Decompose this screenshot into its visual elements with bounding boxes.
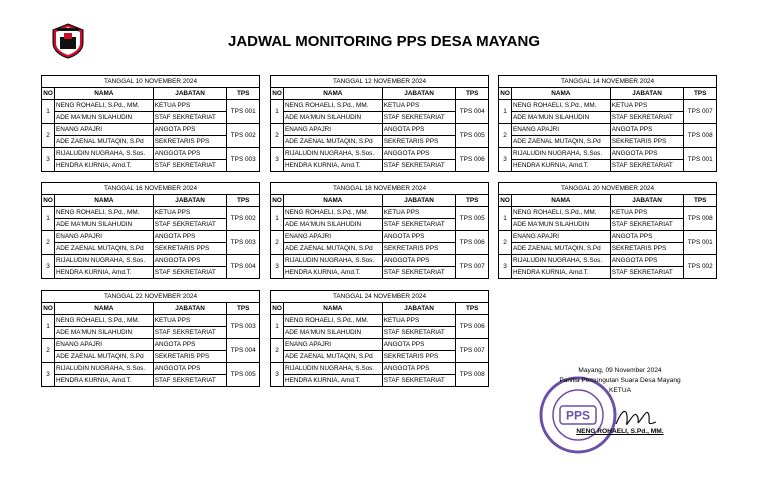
member-position: ANGGOTA PPS <box>382 148 456 160</box>
table-row <box>42 100 260 112</box>
member-position: STAF SEKRETARIAT <box>610 160 684 172</box>
row-number: 1 <box>271 315 284 339</box>
tps-code: TPS 003 <box>227 148 260 172</box>
table-row <box>499 231 717 243</box>
member-position: SEKRETARIS PPS <box>382 243 456 255</box>
table-row <box>271 327 489 339</box>
col-name-header: NAMA <box>55 303 154 315</box>
tps-code: TPS 007 <box>684 100 717 124</box>
tps-code: TPS 004 <box>227 339 260 363</box>
table-row <box>271 160 489 172</box>
member-position: SEKRETARIS PPS <box>382 136 456 148</box>
member-position: ANGGOTA PPS <box>382 363 456 375</box>
row-number: 1 <box>42 100 55 124</box>
member-position: KETUA PPS <box>382 207 456 219</box>
member-name: HENDRA KURNIA, Amd.T. <box>512 160 611 172</box>
member-name: HENDRA KURNIA, Amd.T. <box>284 160 383 172</box>
member-name: ENANG APAJRI <box>284 124 383 136</box>
table-row <box>499 243 717 255</box>
member-name: HENDRA KURNIA, Amd.T. <box>284 375 383 387</box>
tps-code: TPS 004 <box>227 255 260 279</box>
table-row <box>42 339 260 351</box>
member-position: ANGGOTA PPS <box>153 363 227 375</box>
member-position: STAF SEKRETARIAT <box>153 160 227 172</box>
col-position-header: JABATAN <box>153 195 227 207</box>
row-number: 2 <box>271 124 284 148</box>
col-tps-header: TPS <box>227 195 260 207</box>
member-position: STAF SEKRETARIAT <box>382 327 456 339</box>
member-position: SEKRETARIS PPS <box>153 136 227 148</box>
row-number: 3 <box>271 148 284 172</box>
table-row <box>271 136 489 148</box>
member-position: KETUA PPS <box>610 100 684 112</box>
tps-code: TPS 004 <box>456 100 489 124</box>
row-number: 3 <box>42 363 55 387</box>
table-row <box>42 375 260 387</box>
sign-place-date: Mayang, 09 November 2024 <box>578 367 662 374</box>
table-row <box>499 219 717 231</box>
member-position: SEKRETARIS PPS <box>610 243 684 255</box>
member-name: ENANG APAJRI <box>512 231 611 243</box>
member-position: ANGOTA PPS <box>382 124 456 136</box>
table-row <box>271 219 489 231</box>
table-row <box>499 112 717 124</box>
schedule-date: TANGGAL 10 NOVEMBER 2024 <box>42 76 260 88</box>
member-name: RIJALUDIN NUGRAHA, S.Sos. <box>55 255 154 267</box>
table-row <box>42 243 260 255</box>
member-position: ANGGOTA PPS <box>382 255 456 267</box>
member-name: ENANG APAJRI <box>284 339 383 351</box>
member-position: STAF SEKRETARIAT <box>610 112 684 124</box>
member-position: ANGOTA PPS <box>610 124 684 136</box>
member-name: RIJALUDIN NUGRAHA, S.Sos. <box>512 148 611 160</box>
col-tps-header: TPS <box>684 195 717 207</box>
member-name: HENDRA KURNIA, Amd.T. <box>55 375 154 387</box>
table-row <box>42 136 260 148</box>
member-name: ADE ZAENAL MUTAQIN, S.Pd <box>284 136 383 148</box>
tps-code: TPS 002 <box>227 207 260 231</box>
table-row <box>42 148 260 160</box>
member-position: STAF SEKRETARIAT <box>610 267 684 279</box>
member-name: NENG ROHAELI, S.Pd., MM. <box>512 100 611 112</box>
member-position: ANGOTA PPS <box>153 124 227 136</box>
member-position: KETUA PPS <box>153 315 227 327</box>
row-number: 3 <box>499 148 512 172</box>
row-number: 3 <box>271 255 284 279</box>
table-row <box>271 112 489 124</box>
member-name: ADE ZAENAL MUTAQIN, S.Pd <box>512 136 611 148</box>
table-row <box>499 207 717 219</box>
member-name: RIJALUDIN NUGRAHA, S.Sos. <box>284 363 383 375</box>
member-position: STAF SEKRETARIAT <box>610 219 684 231</box>
table-row <box>42 351 260 363</box>
table-row <box>499 124 717 136</box>
table-row <box>271 124 489 136</box>
member-name: ENANG APAJRI <box>284 231 383 243</box>
member-name: RIJALUDIN NUGRAHA, S.Sos. <box>284 148 383 160</box>
table-row <box>42 160 260 172</box>
tps-code: TPS 008 <box>684 207 717 231</box>
member-name: RIJALUDIN NUGRAHA, S.Sos. <box>512 255 611 267</box>
member-name: ENANG APAJRI <box>55 339 154 351</box>
table-row <box>42 231 260 243</box>
schedule-date: TANGGAL 24 NOVEMBER 2024 <box>271 291 489 303</box>
schedule-date: TANGGAL 22 NOVEMBER 2024 <box>42 291 260 303</box>
table-row <box>271 363 489 375</box>
row-number: 1 <box>271 207 284 231</box>
page-title: JADWAL MONITORING PPS DESA MAYANG <box>228 33 540 50</box>
member-name: ADE MA'MUN SILAHUDIN <box>55 112 154 124</box>
col-position-header: JABATAN <box>610 195 684 207</box>
member-name: ADE ZAENAL MUTAQIN, S.Pd <box>284 243 383 255</box>
member-position: SEKRETARIS PPS <box>382 351 456 363</box>
table-row <box>271 243 489 255</box>
schedule-table <box>41 182 260 279</box>
col-name-header: NAMA <box>512 88 611 100</box>
schedule-date: TANGGAL 20 NOVEMBER 2024 <box>499 183 717 195</box>
col-position-header: JABATAN <box>153 88 227 100</box>
col-no-header: NO <box>42 303 55 315</box>
member-position: ANGGOTA PPS <box>153 255 227 267</box>
member-name: RIJALUDIN NUGRAHA, S.Sos. <box>284 255 383 267</box>
member-name: ADE MA'MUN SILAHUDIN <box>284 219 383 231</box>
tps-code: TPS 006 <box>456 315 489 339</box>
table-row <box>499 267 717 279</box>
row-number: 1 <box>42 207 55 231</box>
member-name: NENG ROHAELI, S.Pd., MM. <box>284 315 383 327</box>
table-row <box>271 339 489 351</box>
row-number: 2 <box>499 231 512 255</box>
member-position: ANGOTA PPS <box>382 339 456 351</box>
schedule-table <box>270 75 489 172</box>
sign-org: Panitia Pemungutan Suara Desa Mayang <box>559 377 681 384</box>
member-position: KETUA PPS <box>610 207 684 219</box>
tps-code: TPS 005 <box>227 363 260 387</box>
tps-code: TPS 005 <box>456 207 489 231</box>
table-row <box>271 100 489 112</box>
member-name: ENANG APAJRI <box>55 124 154 136</box>
table-row <box>42 255 260 267</box>
member-position: STAF SEKRETARIAT <box>153 267 227 279</box>
col-no-header: NO <box>499 195 512 207</box>
tps-code: TPS 002 <box>684 255 717 279</box>
row-number: 2 <box>271 231 284 255</box>
col-position-header: JABATAN <box>382 303 456 315</box>
member-position: STAF SEKRETARIAT <box>382 267 456 279</box>
tps-code: TPS 008 <box>684 124 717 148</box>
col-name-header: NAMA <box>284 88 383 100</box>
col-tps-header: TPS <box>684 88 717 100</box>
table-row <box>271 375 489 387</box>
member-name: HENDRA KURNIA, Amd.T. <box>55 267 154 279</box>
col-no-header: NO <box>271 303 284 315</box>
tps-code: TPS 002 <box>227 124 260 148</box>
member-name: NENG ROHAELI, S.Pd., MM. <box>284 207 383 219</box>
member-name: NENG ROHAELI, S.Pd., MM. <box>55 207 154 219</box>
table-row <box>271 231 489 243</box>
col-no-header: NO <box>271 195 284 207</box>
col-tps-header: TPS <box>456 303 489 315</box>
tps-code: TPS 001 <box>227 100 260 124</box>
member-position: ANGOTA PPS <box>382 231 456 243</box>
member-name: ADE ZAENAL MUTAQIN, S.Pd <box>55 136 154 148</box>
member-position: STAF SEKRETARIAT <box>153 327 227 339</box>
schedule-date: TANGGAL 14 NOVEMBER 2024 <box>499 76 717 88</box>
table-row <box>42 112 260 124</box>
member-name: ADE ZAENAL MUTAQIN, S.Pd <box>512 243 611 255</box>
schedule-table <box>270 182 489 279</box>
row-number: 3 <box>42 148 55 172</box>
col-name-header: NAMA <box>55 88 154 100</box>
member-position: KETUA PPS <box>153 207 227 219</box>
member-name: NENG ROHAELI, S.Pd., MM. <box>55 315 154 327</box>
col-name-header: NAMA <box>55 195 154 207</box>
member-name: ADE MA'MUN SILAHUDIN <box>512 112 611 124</box>
member-position: SEKRETARIS PPS <box>153 243 227 255</box>
member-name: ADE MA'MUN SILAHUDIN <box>284 112 383 124</box>
col-no-header: NO <box>271 88 284 100</box>
member-position: STAF SEKRETARIAT <box>153 112 227 124</box>
member-position: STAF SEKRETARIAT <box>153 219 227 231</box>
col-position-header: JABATAN <box>610 88 684 100</box>
member-position: ANGOTA PPS <box>153 231 227 243</box>
table-row <box>271 255 489 267</box>
member-name: ENANG APAJRI <box>55 231 154 243</box>
table-row <box>499 100 717 112</box>
tps-code: TPS 008 <box>456 363 489 387</box>
member-position: KETUA PPS <box>382 100 456 112</box>
member-name: NENG ROHAELI, S.Pd., MM. <box>512 207 611 219</box>
signature-block <box>540 366 700 396</box>
col-position-header: JABATAN <box>153 303 227 315</box>
member-position: STAF SEKRETARIAT <box>382 160 456 172</box>
table-row <box>42 363 260 375</box>
tps-code: TPS 001 <box>684 231 717 255</box>
member-name: NENG ROHAELI, S.Pd., MM. <box>55 100 154 112</box>
table-row <box>499 255 717 267</box>
member-name: HENDRA KURNIA, Amd.T. <box>512 267 611 279</box>
table-row <box>499 136 717 148</box>
member-position: ANGOTA PPS <box>610 231 684 243</box>
member-name: ADE MA'MUN SILAHUDIN <box>55 327 154 339</box>
member-name: ADE MA'MUN SILAHUDIN <box>55 219 154 231</box>
signer-name: NENG ROHAELI, S.Pd., MM. <box>576 428 664 435</box>
stamp-label: PPS <box>565 408 591 423</box>
member-name: ADE ZAENAL MUTAQIN, S.Pd <box>55 351 154 363</box>
col-tps-header: TPS <box>227 88 260 100</box>
table-row <box>271 267 489 279</box>
table-row <box>271 315 489 327</box>
row-number: 3 <box>271 363 284 387</box>
row-number: 1 <box>499 100 512 124</box>
member-name: RIJALUDIN NUGRAHA, S.Sos. <box>55 148 154 160</box>
tps-code: TPS 003 <box>227 231 260 255</box>
row-number: 2 <box>42 231 55 255</box>
member-position: STAF SEKRETARIAT <box>153 375 227 387</box>
table-row <box>499 160 717 172</box>
tps-code: TPS 003 <box>227 315 260 339</box>
col-no-header: NO <box>499 88 512 100</box>
member-name: ADE ZAENAL MUTAQIN, S.Pd <box>55 243 154 255</box>
row-number: 1 <box>499 207 512 231</box>
member-position: ANGGOTA PPS <box>153 148 227 160</box>
member-position: ANGOTA PPS <box>153 339 227 351</box>
member-position: SEKRETARIS PPS <box>153 351 227 363</box>
member-position: ANGGOTA PPS <box>610 148 684 160</box>
col-name-header: NAMA <box>284 195 383 207</box>
tps-code: TPS 007 <box>456 339 489 363</box>
tps-code: TPS 007 <box>456 255 489 279</box>
row-number: 2 <box>42 124 55 148</box>
tps-code: TPS 006 <box>456 148 489 172</box>
member-name: ENANG APAJRI <box>512 124 611 136</box>
table-row <box>271 148 489 160</box>
member-position: STAF SEKRETARIAT <box>382 375 456 387</box>
tps-code: TPS 006 <box>456 231 489 255</box>
col-tps-header: TPS <box>227 303 260 315</box>
col-name-header: NAMA <box>512 195 611 207</box>
table-row <box>42 315 260 327</box>
member-name: NENG ROHAELI, S.Pd., MM. <box>284 100 383 112</box>
row-number: 3 <box>42 255 55 279</box>
member-name: ADE MA'MUN SILAHUDIN <box>284 327 383 339</box>
col-no-header: NO <box>42 88 55 100</box>
col-name-header: NAMA <box>284 303 383 315</box>
member-position: KETUA PPS <box>382 315 456 327</box>
member-position: KETUA PPS <box>153 100 227 112</box>
table-row <box>42 207 260 219</box>
table-row <box>499 148 717 160</box>
member-name: ADE ZAENAL MUTAQIN, S.Pd <box>284 351 383 363</box>
table-row <box>42 327 260 339</box>
row-number: 2 <box>271 339 284 363</box>
schedule-table <box>498 75 717 172</box>
schedule-date: TANGGAL 12 NOVEMBER 2024 <box>271 76 489 88</box>
tps-code: TPS 005 <box>456 124 489 148</box>
row-number: 2 <box>499 124 512 148</box>
tps-code: TPS 001 <box>684 148 717 172</box>
table-row <box>42 219 260 231</box>
member-name: RIJALUDIN NUGRAHA, S.Sos. <box>55 363 154 375</box>
schedule-table <box>270 290 489 387</box>
member-name: ADE MA'MUN SILAHUDIN <box>512 219 611 231</box>
sign-role: KETUA <box>609 387 631 394</box>
col-tps-header: TPS <box>456 195 489 207</box>
member-position: STAF SEKRETARIAT <box>382 219 456 231</box>
table-row <box>271 351 489 363</box>
col-position-header: JABATAN <box>382 88 456 100</box>
member-position: SEKRETARIS PPS <box>610 136 684 148</box>
row-number: 2 <box>42 339 55 363</box>
col-no-header: NO <box>42 195 55 207</box>
row-number: 3 <box>499 255 512 279</box>
member-position: STAF SEKRETARIAT <box>382 112 456 124</box>
member-position: ANGGOTA PPS <box>610 255 684 267</box>
col-position-header: JABATAN <box>382 195 456 207</box>
schedule-table <box>41 75 260 172</box>
member-name: HENDRA KURNIA, Amd.T. <box>284 267 383 279</box>
row-number: 1 <box>42 315 55 339</box>
col-tps-header: TPS <box>456 88 489 100</box>
table-row <box>42 267 260 279</box>
schedule-table <box>498 182 717 279</box>
schedule-date: TANGGAL 18 NOVEMBER 2024 <box>271 183 489 195</box>
member-name: HENDRA KURNIA, Amd.T. <box>55 160 154 172</box>
schedule-table <box>41 290 260 387</box>
row-number: 1 <box>271 100 284 124</box>
table-row <box>271 207 489 219</box>
schedule-date: TANGGAL 16 NOVEMBER 2024 <box>42 183 260 195</box>
table-row <box>42 124 260 136</box>
